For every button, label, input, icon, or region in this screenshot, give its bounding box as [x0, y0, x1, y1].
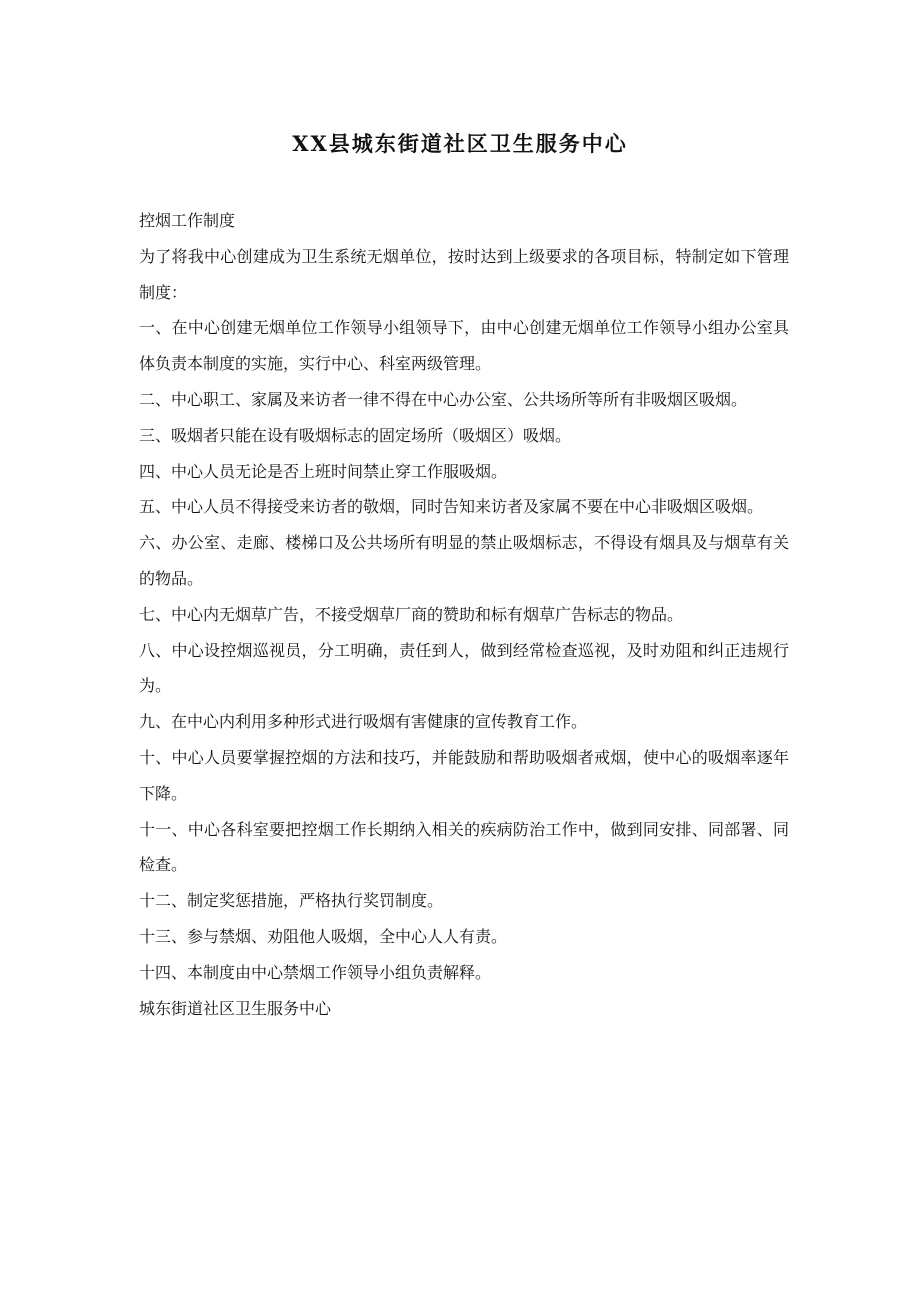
clause-4: 四、中心人员无论是否上班时间禁止穿工作服吸烟。 [139, 461, 508, 481]
clause-9: 九、在中心内利用多种形式进行吸烟有害健康的宣传教育工作。 [139, 712, 588, 732]
document-title: XX县城东街道社区卫生服务中心 [292, 131, 628, 156]
intro-paragraph: 为了将我中心创建成为卫生系统无烟单位，按时达到上级要求的各项目标，特制定如下管理制度： [139, 246, 789, 302]
signature: 城东街道社区卫生服务中心 [139, 998, 332, 1018]
clause-1: 一、在中心创建无烟单位工作领导小组领导下，由中心创建无烟单位工作领导小组办公室具体负责本制度的实施，实行中心、科室两级管理。 [139, 318, 789, 374]
clause-12: 十二、制定奖惩措施，严格执行奖罚制度。 [139, 891, 444, 911]
clause-10: 十、中心人员要掌握控烟的方法和技巧，并能鼓励和帮助吸烟者戒烟，使中心的吸烟率逐年下降。 [139, 747, 789, 803]
clause-11: 十一、中心各科室要把控烟工作长期纳入相关的疾病防治工作中，做到同安排、同部署、同检查。 [139, 819, 789, 875]
clause-13: 十三、参与禁烟、劝阻他人吸烟，全中心人人有责。 [139, 926, 508, 946]
clause-5: 五、中心人员不得接受来访者的敬烟，同时告知来访者及家属不要在中心非吸烟区吸烟。 [139, 497, 764, 517]
clause-7: 七、中心内无烟草广告，不接受烟草厂商的赞助和标有烟草广告标志的物品。 [139, 604, 684, 624]
document-body [139, 203, 789, 1026]
clause-2: 二、中心职工、家属及来访者一律不得在中心办公室、公共场所等所有非吸烟区吸烟。 [139, 389, 748, 409]
clause-3: 三、吸烟者只能在设有吸烟标志的固定场所（吸烟区）吸烟。 [139, 425, 572, 445]
clause-14: 十四、本制度由中心禁烟工作领导小组负责解释。 [139, 962, 492, 982]
clause-8: 八、中心设控烟巡视员，分工明确，责任到人，做到经常检查巡视，及时劝阻和纠正违规行为。 [139, 640, 789, 696]
clause-6: 六、办公室、走廊、楼梯口及公共场所有明显的禁止吸烟标志，不得设有烟具及与烟草有关的物品。 [139, 533, 789, 588]
section-heading: 控烟工作制度 [139, 211, 236, 230]
